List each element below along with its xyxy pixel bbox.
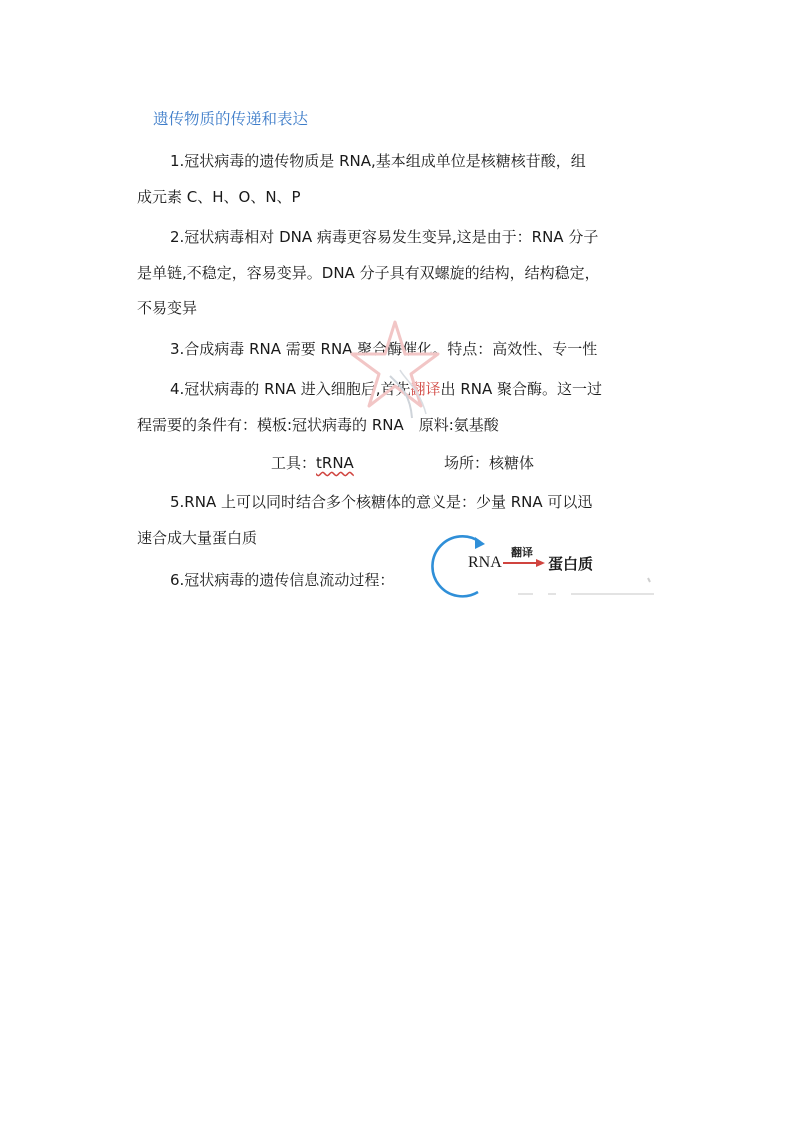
item-4-site: 场所：核糖体	[444, 454, 535, 472]
watermark-star	[350, 318, 440, 424]
watermark-star-shape	[352, 322, 438, 406]
item-1-line-2: 成元素 C、H、O、N、P	[137, 188, 301, 206]
item-4-tool-label: 工具：	[271, 454, 317, 472]
item-4-tool-value: tRNA	[316, 454, 354, 472]
item-5-line-1: 5.RNA 上可以同时结合多个核糖体的意义是：少量 RNA 可以迅	[170, 493, 593, 511]
item-1-line-1: 1.冠状病毒的遗传物质是 RNA,基本组成单位是核糖核苷酸，组	[170, 152, 586, 170]
item-3-line-1: 3.合成病毒 RNA 需要 RNA 聚合酶催化。特点：高效性、专一性	[170, 340, 598, 358]
item-2-line-1: 2.冠状病毒相对 DNA 病毒更容易发生变异,这是由于：RNA 分子	[170, 228, 599, 246]
diagram-rna-label: RNA	[468, 554, 502, 571]
translation-diagram	[428, 534, 658, 598]
item-6-line-1: 6.冠状病毒的遗传信息流动过程：	[170, 571, 395, 589]
page-title: 遗传物质的传递和表达	[153, 110, 309, 128]
item-2-line-3: 不易变异	[137, 299, 198, 317]
diagram-process-label: 翻译	[511, 546, 533, 559]
item-2-line-2: 是单链,不稳定，容易变异。DNA 分子具有双螺旋的结构，结构稳定，	[137, 264, 600, 282]
diagram-arrowhead	[536, 559, 545, 567]
diagram-protein-label: 蛋白质	[548, 555, 594, 573]
item-4-tool	[271, 453, 354, 473]
item-4-highlight-translation: 翻译	[410, 380, 441, 398]
rna-cycle-arrowhead	[475, 537, 485, 549]
item-4-text-b: 出 RNA 聚合酶。这一过	[440, 380, 602, 398]
item-4-line-2: 程需要的条件有：模板:冠状病毒的 RNA 原料:氨基酸	[137, 416, 499, 434]
item-5-line-2: 速合成大量蛋白质	[137, 529, 258, 547]
item-4-text-a: 4.冠状病毒的 RNA 进入细胞后,首先	[170, 380, 411, 398]
